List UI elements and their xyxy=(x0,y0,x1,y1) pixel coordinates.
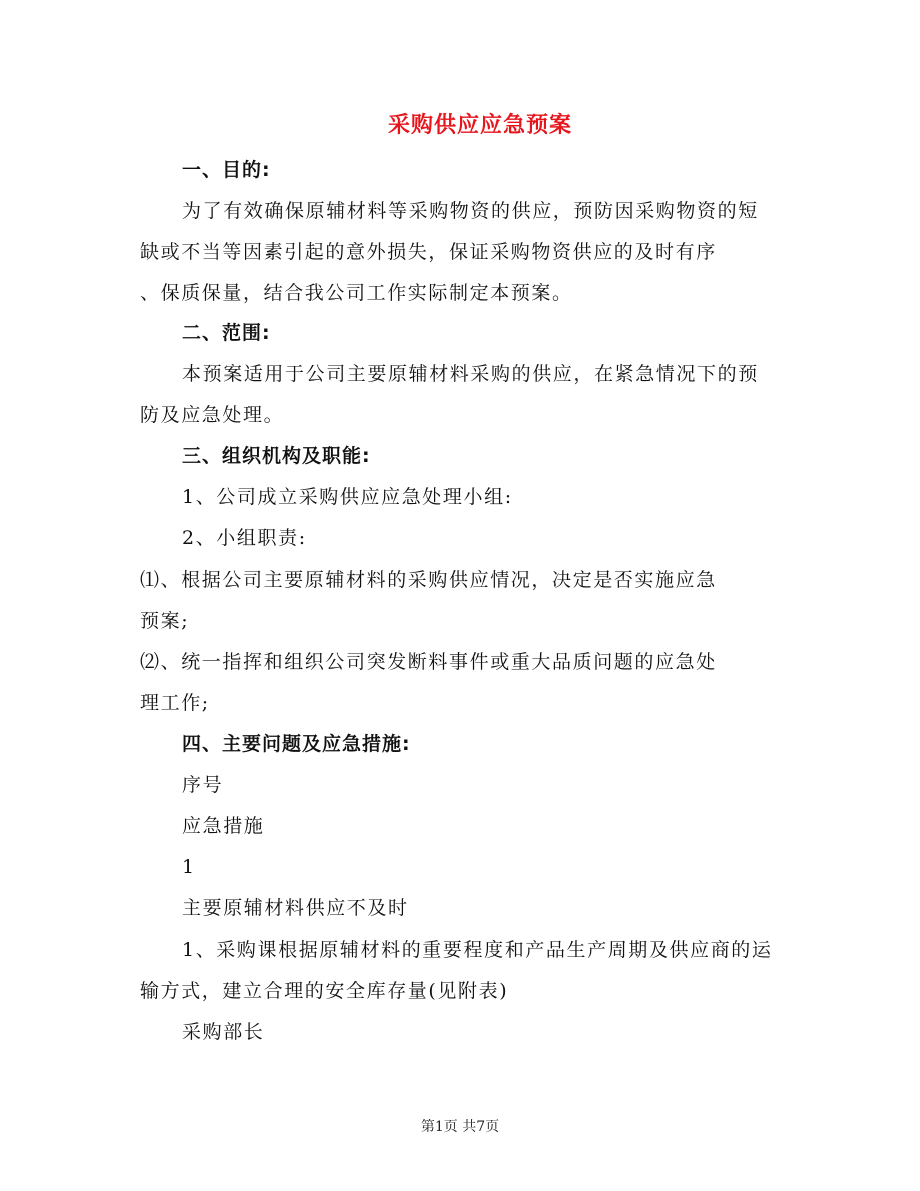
paragraph-line: 1、公司成立采购供应应急处理小组: xyxy=(182,486,513,508)
document-title: 采购供应应急预案 xyxy=(387,112,572,138)
table-cell-text: 应急措施 xyxy=(182,815,265,837)
paragraph-line: ⑵、统一指挥和组织公司突发断料事件或重大品质问题的应急处 xyxy=(140,651,717,673)
section-heading-organization: 三、组织机构及职能: xyxy=(182,445,371,467)
paragraph-line: ⑴、根据公司主要原辅材料的采购供应情况，决定是否实施应急 xyxy=(140,569,717,591)
paragraph-line: 2、小组职责: xyxy=(182,527,307,549)
paragraph-line: 缺或不当等因素引起的意外损失，保证采购物资供应的及时有序 xyxy=(140,241,717,263)
table-cell-text: 采购部长 xyxy=(182,1021,265,1043)
paragraph-line: 输方式，建立合理的安全库存量(见附表) xyxy=(140,980,509,1002)
paragraph-line: 、保质保量，结合我公司工作实际制定本预案。 xyxy=(140,282,573,304)
section-heading-scope: 二、范围: xyxy=(182,322,271,344)
paragraph-line: 理工作; xyxy=(140,692,210,714)
table-cell-text: 主要原辅材料供应不及时 xyxy=(182,897,409,919)
paragraph-line: 预案; xyxy=(140,610,190,632)
page-footer: 第1页 共7页 xyxy=(420,1119,500,1135)
paragraph-line: 为了有效确保原辅材料等采购物资的供应，预防因采购物资的短 xyxy=(182,200,759,222)
section-heading-measures: 四、主要问题及应急措施: xyxy=(182,733,411,755)
section-heading-purpose: 一、目的: xyxy=(182,159,271,181)
paragraph-line: 防及应急处理。 xyxy=(140,404,285,426)
table-cell-text: 1 xyxy=(182,856,196,878)
paragraph-line: 本预案适用于公司主要原辅材料采购的供应，在紧急情况下的预 xyxy=(182,363,759,385)
paragraph-line: 1、采购课根据原辅材料的重要程度和产品生产周期及供应商的运 xyxy=(182,939,773,961)
table-cell-text: 序号 xyxy=(182,774,224,796)
